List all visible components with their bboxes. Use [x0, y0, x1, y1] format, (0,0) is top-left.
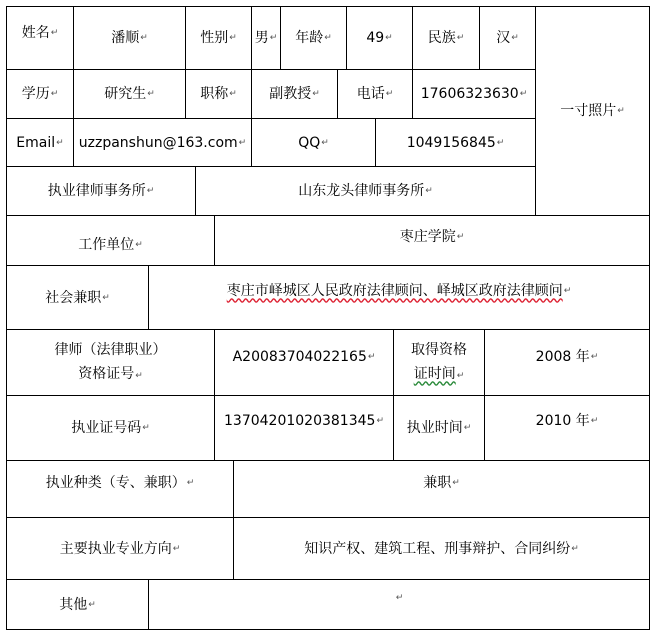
phone-label-cell	[337, 69, 413, 119]
paragraph-mark: ↵	[142, 423, 150, 433]
qq-label: QQ	[298, 134, 321, 151]
paragraph-mark: ↵	[229, 89, 237, 99]
firm-label-cell	[6, 166, 196, 216]
practice-type-value-cell[interactable]	[233, 460, 650, 518]
paragraph-mark: ↵	[425, 186, 433, 196]
title-value-cell[interactable]	[251, 69, 338, 119]
cert-value: A20083704022165	[232, 348, 367, 365]
ethnicity-label-cell	[412, 6, 480, 70]
cert-value-cell[interactable]	[214, 329, 394, 396]
paragraph-mark: ↵	[56, 137, 64, 148]
email-value: uzzpanshun@163.com	[78, 134, 238, 151]
age-value: 49	[366, 30, 385, 46]
specialty-value: 知识产权、建筑工程、刑事辩护、合同纠纷	[304, 540, 571, 557]
paragraph-mark: ↵	[617, 106, 625, 116]
license-value: 13704201020381345	[224, 413, 376, 429]
gender-label-cell	[185, 6, 252, 70]
paragraph-mark: ↵	[456, 33, 465, 43]
title-value: 副教授	[269, 86, 312, 102]
specialty-value-cell[interactable]	[233, 517, 650, 580]
cert-label-line1: 律师（法律职业）	[54, 341, 167, 358]
qq-value-cell[interactable]	[375, 118, 536, 167]
email-label-cell	[6, 118, 74, 167]
phone-value: 17606323630	[420, 86, 519, 102]
age-label-cell	[280, 6, 347, 70]
specialty-label: 主要执业专业方向	[59, 540, 172, 557]
paragraph-mark: ↵	[452, 478, 460, 488]
paragraph-mark: ↵	[146, 186, 155, 196]
age-value-cell[interactable]	[346, 6, 413, 70]
paragraph-mark: ↵	[395, 593, 404, 603]
social-label-cell	[6, 265, 149, 330]
cert-label-line2: 资格证号↵	[78, 365, 143, 382]
firm-label: 执业律师事务所	[47, 183, 146, 199]
name-label: 姓名	[21, 25, 50, 41]
practice-type-label: 执业种类（专、兼职）	[45, 475, 186, 491]
education-label: 学历	[21, 86, 50, 102]
gender-value: 男	[254, 30, 269, 46]
social-value: 枣庄市峄城区人民政府法律顾问、峄城区政府法律顾问	[226, 282, 563, 299]
paragraph-mark: ↵	[321, 137, 329, 148]
paragraph-mark: ↵	[135, 370, 143, 381]
education-value: 研究生	[104, 86, 147, 102]
paragraph-mark: ↵	[312, 89, 320, 99]
title-label: 职称	[200, 86, 229, 102]
photo-label: 一寸照片	[560, 103, 617, 119]
ethnicity-value-cell[interactable]	[479, 6, 536, 70]
other-value-cell[interactable]	[148, 579, 650, 630]
paragraph-mark: ↵	[456, 370, 465, 381]
phone-value-cell[interactable]	[412, 69, 536, 119]
paragraph-mark: ↵	[563, 285, 572, 296]
paragraph-mark: ↵	[102, 292, 110, 303]
cert-time-label-cell	[393, 329, 485, 396]
license-value-cell[interactable]	[214, 395, 394, 461]
name-label-cell	[6, 6, 74, 70]
paragraph-mark: ↵	[186, 478, 195, 488]
qq-value: 1049156845	[406, 134, 496, 151]
employer-label-cell	[6, 215, 215, 266]
paragraph-mark: ↵	[463, 423, 472, 433]
social-value-cell[interactable]	[148, 265, 650, 330]
gender-value-cell[interactable]	[251, 6, 281, 70]
employer-value: 枣庄学院	[399, 228, 456, 245]
email-value-cell[interactable]	[73, 118, 252, 167]
license-time-label-cell	[393, 395, 485, 461]
paragraph-mark: ↵	[571, 543, 579, 554]
paragraph-mark: ↵	[88, 599, 96, 610]
paragraph-mark: ↵	[456, 231, 465, 242]
license-time-value-cell[interactable]	[484, 395, 650, 461]
paragraph-mark: ↵	[147, 89, 155, 99]
phone-label: 电话	[356, 86, 385, 102]
name-value-cell[interactable]	[73, 6, 186, 70]
practice-type-label-cell	[6, 460, 234, 518]
paragraph-mark: ↵	[511, 33, 519, 43]
qq-label-cell	[251, 118, 376, 167]
paragraph-mark: ↵	[135, 239, 143, 250]
education-label-cell	[6, 69, 74, 119]
cert-label-cell	[6, 329, 215, 396]
name-value: 潘顺	[111, 30, 140, 46]
cert-time-value-cell[interactable]	[484, 329, 650, 396]
paragraph-mark: ↵	[229, 33, 237, 43]
paragraph-mark: ↵	[324, 33, 332, 43]
employer-label: 工作单位	[78, 236, 135, 253]
photo-cell[interactable]	[535, 6, 650, 216]
paragraph-mark: ↵	[50, 89, 59, 99]
license-time-value: 2010 年	[535, 413, 590, 429]
license-time-label: 执业时间	[406, 420, 463, 436]
email-label: Email	[16, 134, 56, 151]
firm-value: 山东龙头律师事务所	[298, 183, 425, 199]
paragraph-mark: ↵	[172, 543, 181, 554]
cert-time-label-line1: 取得资格	[411, 341, 467, 358]
education-value-cell[interactable]	[73, 69, 186, 119]
age-label: 年龄	[295, 30, 324, 46]
license-label-cell	[6, 395, 215, 461]
paragraph-mark: ↵	[590, 416, 599, 426]
ethnicity-label: 民族	[427, 30, 456, 46]
paragraph-mark: ↵	[269, 33, 278, 43]
paragraph-mark: ↵	[140, 33, 148, 43]
paragraph-mark: ↵	[367, 351, 376, 362]
paragraph-mark: ↵	[50, 28, 59, 38]
paragraph-mark: ↵	[496, 137, 505, 148]
license-label: 执业证号码	[71, 420, 142, 436]
paragraph-mark: ↵	[385, 89, 394, 99]
paragraph-mark: ↵	[385, 33, 393, 43]
gender-label: 性别	[200, 30, 229, 46]
cert-time-value: 2008 年	[535, 348, 590, 365]
paragraph-mark: ↵	[238, 137, 247, 148]
firm-value-cell[interactable]	[195, 166, 536, 216]
social-label: 社会兼职	[45, 289, 102, 306]
paragraph-mark: ↵	[590, 351, 599, 362]
practice-type-value: 兼职	[423, 475, 452, 491]
ethnicity-value: 汉	[496, 30, 511, 46]
other-label-cell	[6, 579, 149, 630]
specialty-label-cell	[6, 517, 234, 580]
paragraph-mark: ↵	[376, 416, 384, 426]
other-label: 其他	[59, 596, 88, 613]
title-label-cell	[185, 69, 252, 119]
paragraph-mark: ↵	[519, 89, 528, 99]
employer-value-cell[interactable]	[214, 215, 650, 266]
cert-time-label-line2: 证时间↵	[413, 365, 465, 382]
